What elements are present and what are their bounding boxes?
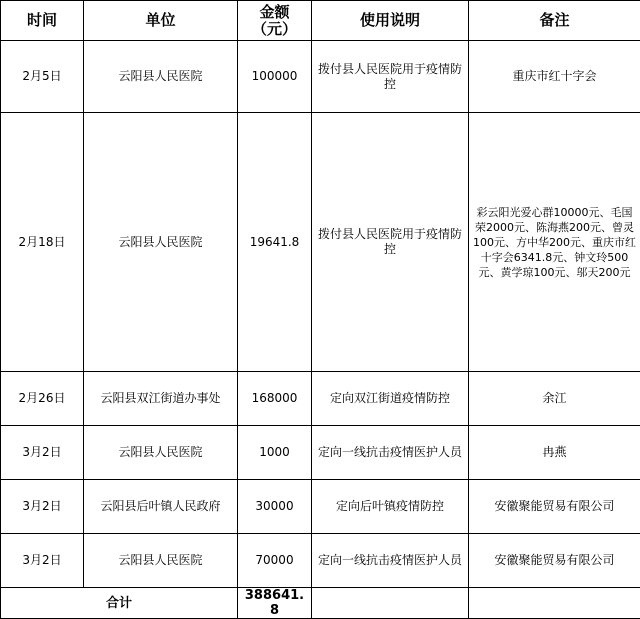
cell-amount: 100000: [238, 41, 312, 113]
cell-amount: 19641.8: [238, 113, 312, 372]
cell-unit: 云阳县人民医院: [84, 41, 238, 113]
cell-usage: 定向双江街道疫情防控: [312, 372, 469, 426]
table-row: [1, 372, 640, 426]
cell-amount: 168000: [238, 372, 312, 426]
table-row: [1, 426, 640, 480]
table-row: [1, 41, 640, 113]
cell-usage: 拨付县人民医院用于疫情防控: [312, 113, 469, 372]
cell-unit: 云阳县双江街道办事处: [84, 372, 238, 426]
header-amount: [238, 1, 312, 41]
cell-time: 3月2日: [1, 480, 84, 534]
cell-remark: 彩云阳光爱心群10000元、毛国荣2000元、陈海燕200元、曾灵100元、方中华200元、重庆市红十字会6341.8元、钟文玲500元、黄学琼100元、邬天200元: [469, 113, 640, 372]
cell-unit: 云阳县人民医院: [84, 534, 238, 588]
cell-unit: 云阳县人民医院: [84, 426, 238, 480]
cell-remark: 重庆市红十字会: [469, 41, 640, 113]
cell-amount: 30000: [238, 480, 312, 534]
cell-time: 2月5日: [1, 41, 84, 113]
header-row: [1, 1, 640, 41]
cell-amount: 70000: [238, 534, 312, 588]
cell-remark: 安徽聚能贸易有限公司: [469, 480, 640, 534]
table-row: [1, 480, 640, 534]
header-amount-line1: 金额: [241, 4, 308, 21]
cell-remark: 安徽聚能贸易有限公司: [469, 534, 640, 588]
cell-time: 3月2日: [1, 534, 84, 588]
total-remark-empty: [469, 588, 640, 619]
total-usage-empty: [312, 588, 469, 619]
total-amount: 388641.8: [238, 588, 312, 619]
cell-remark: 冉燕: [469, 426, 640, 480]
cell-unit: 云阳县人民医院: [84, 113, 238, 372]
cell-usage: 定向一线抗击疫情医护人员: [312, 426, 469, 480]
header-unit: 单位: [84, 1, 238, 41]
cell-time: 2月18日: [1, 113, 84, 372]
cell-time: 2月26日: [1, 372, 84, 426]
total-label: 合计: [1, 588, 238, 619]
table-row: [1, 534, 640, 588]
cell-amount: 1000: [238, 426, 312, 480]
cell-usage: 拨付县人民医院用于疫情防控: [312, 41, 469, 113]
cell-usage: 定向一线抗击疫情医护人员: [312, 534, 469, 588]
cell-time: 3月2日: [1, 426, 84, 480]
header-amount-line2: （元）: [241, 21, 308, 38]
total-row: [1, 588, 640, 619]
header-usage: 使用说明: [312, 1, 469, 41]
header-remark: 备注: [469, 1, 640, 41]
cell-usage: 定向后叶镇疫情防控: [312, 480, 469, 534]
cell-unit: 云阳县后叶镇人民政府: [84, 480, 238, 534]
cell-remark: 余江: [469, 372, 640, 426]
table-row: [1, 113, 640, 372]
header-time: 时间: [1, 1, 84, 41]
